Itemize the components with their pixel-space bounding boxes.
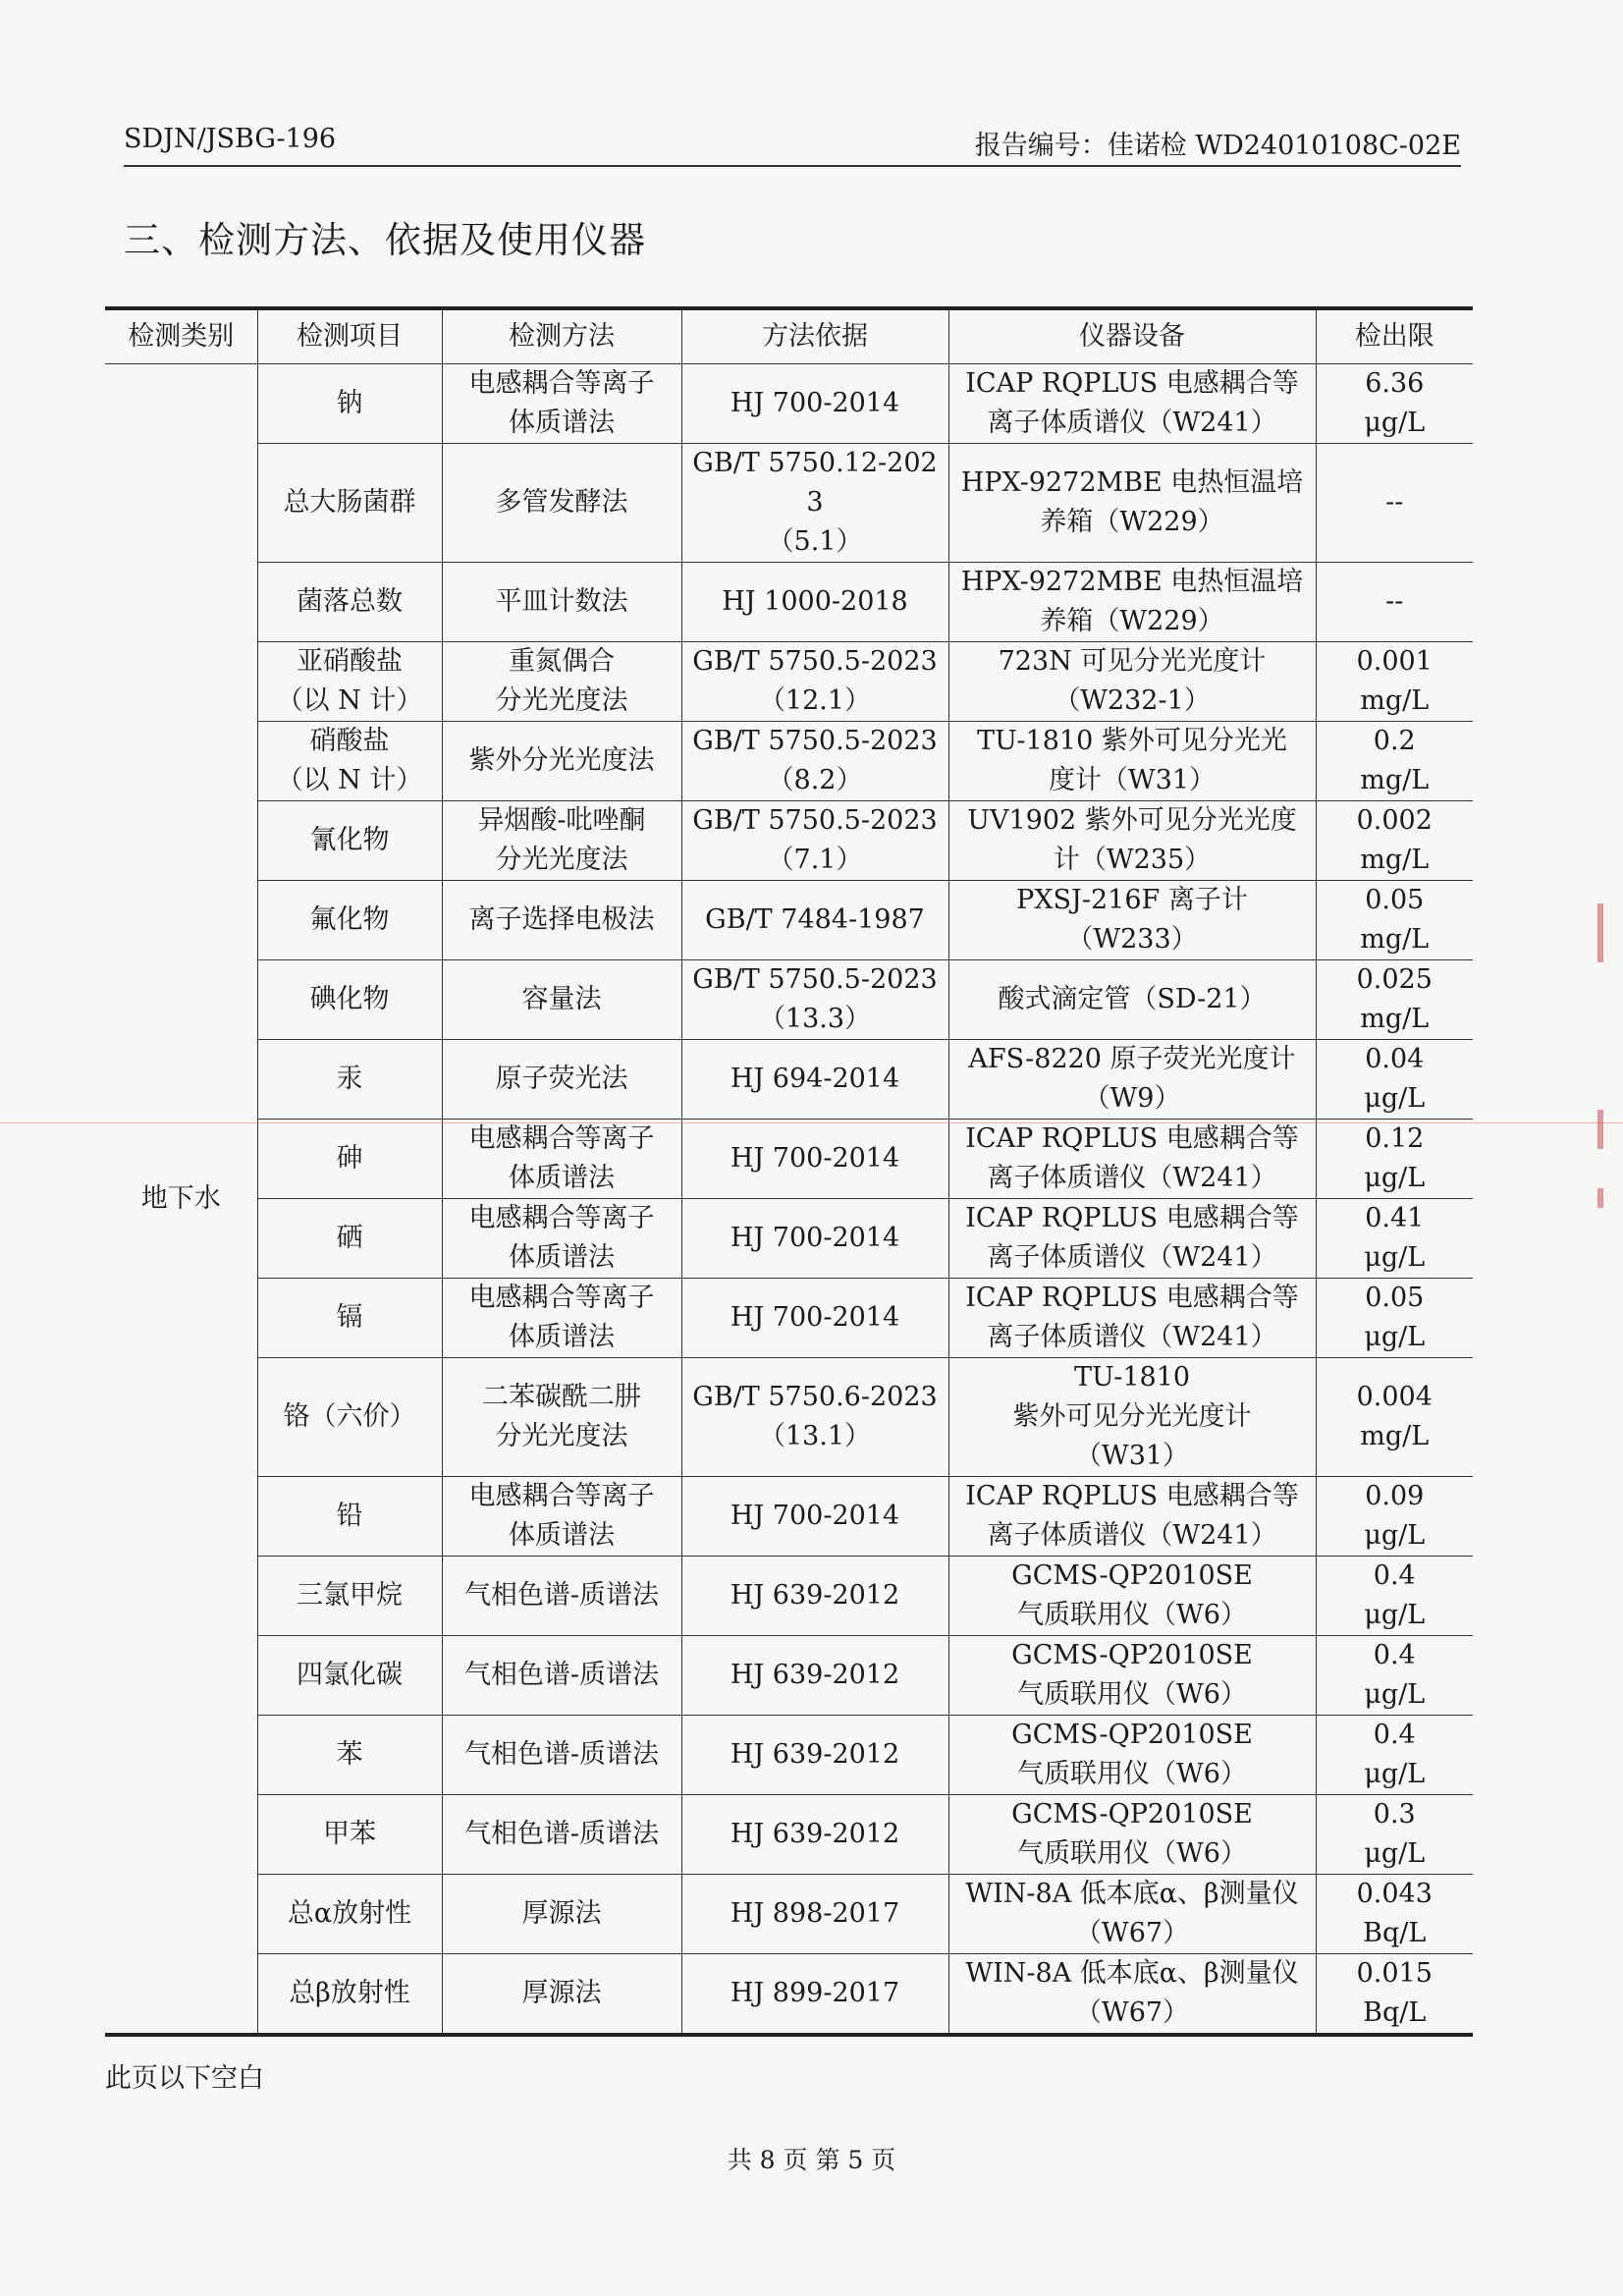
method-basis-cell — [681, 960, 948, 1040]
method-basis-text: HJ 639-2012 — [730, 1739, 900, 1770]
detection-limit-cell — [1316, 1954, 1473, 2036]
method-basis-cell — [681, 1795, 948, 1875]
instrument-text: 离子体质谱仪（W241） — [987, 1242, 1277, 1273]
instrument-cell — [948, 801, 1316, 881]
method-basis-text: （8.2） — [767, 765, 863, 795]
test-item-text: 汞 — [336, 1064, 363, 1094]
method-basis-cell — [681, 642, 948, 722]
method-basis-text: HJ 899-2017 — [730, 1978, 900, 2008]
table-row — [105, 1279, 1473, 1358]
method-basis-text: HJ 639-2012 — [730, 1580, 900, 1611]
method-basis-cell — [681, 1954, 948, 2036]
column-header-basis: 方法依据 — [681, 308, 948, 364]
table-row — [105, 642, 1473, 722]
table-row — [105, 1954, 1473, 2036]
method-basis-text: HJ 700-2014 — [730, 1223, 900, 1253]
test-item-cell — [257, 1358, 442, 1477]
test-item-cell — [257, 1040, 442, 1120]
detection-limit-text: Bq/L — [1363, 1997, 1427, 2028]
method-basis-cell — [681, 364, 948, 444]
instrument-text: GCMS-QP2010SE — [1011, 1720, 1253, 1750]
instrument-text: （W67） — [1074, 1997, 1190, 2028]
test-method-cell — [442, 1477, 681, 1557]
detection-limit-text: 0.09 — [1365, 1481, 1425, 1511]
test-method-text: 电感耦合等离子 — [468, 1481, 655, 1511]
test-method-text: 异烟酸-吡唑酮 — [477, 805, 646, 836]
method-basis-cell — [681, 1358, 948, 1477]
test-method-text: 二苯碳酰二肼 — [482, 1382, 641, 1412]
detection-limit-text: 6.36 — [1365, 368, 1425, 399]
test-item-cell — [257, 722, 442, 801]
test-method-text: 体质谱法 — [509, 1163, 615, 1193]
test-method-text: 电感耦合等离子 — [468, 1203, 655, 1233]
test-item-cell — [257, 881, 442, 960]
test-method-cell — [442, 1279, 681, 1358]
detection-limit-text: 0.004 — [1356, 1382, 1433, 1412]
detection-limit-text: mg/L — [1360, 765, 1430, 795]
method-basis-text: HJ 1000-2018 — [722, 586, 908, 617]
instrument-text: WIN-8A 低本底α、β测量仪 — [965, 1958, 1299, 1989]
test-item-text: 三氯甲烷 — [297, 1580, 403, 1611]
table-row — [105, 444, 1473, 563]
test-method-cell — [442, 801, 681, 881]
test-method-text: 体质谱法 — [509, 1242, 615, 1273]
test-method-cell — [442, 1040, 681, 1120]
test-item-cell — [257, 1636, 442, 1716]
detection-limit-text: Bq/L — [1363, 1918, 1427, 1948]
table-row — [105, 881, 1473, 960]
detection-limit-text: μg/L — [1364, 1322, 1426, 1352]
instrument-text: 紫外可见分光光度计 — [1012, 1401, 1252, 1432]
test-method-cell — [442, 1120, 681, 1199]
instrument-text: （W31） — [1074, 1441, 1190, 1471]
test-method-text: 分光光度法 — [495, 845, 628, 875]
instrument-text: PXSJ-216F 离子计 — [1016, 885, 1248, 915]
detection-limit-text: 0.002 — [1356, 805, 1433, 836]
table-row — [105, 1477, 1473, 1557]
test-item-text: （以 N 计） — [276, 685, 423, 716]
method-basis-text: （13.1） — [758, 1421, 872, 1451]
page-footer: 共 8 页 第 5 页 — [727, 2146, 896, 2174]
detection-limit-text: μg/L — [1364, 1083, 1426, 1114]
table-header-row — [105, 308, 1473, 364]
test-method-text: 电感耦合等离子 — [468, 368, 655, 399]
detection-limit-text: -- — [1385, 586, 1404, 617]
table-row — [105, 1875, 1473, 1954]
instrument-cell — [948, 364, 1316, 444]
column-header-limit: 检出限 — [1316, 308, 1473, 364]
method-basis-text: GB/T 5750.5-2023 — [692, 964, 938, 995]
test-item-cell — [257, 1477, 442, 1557]
method-basis-text: HJ 694-2014 — [730, 1064, 900, 1094]
test-method-text: 紫外分光光度法 — [468, 745, 655, 776]
method-basis-cell — [681, 1040, 948, 1120]
detection-limit-text: 0.2 — [1373, 726, 1416, 756]
instrument-cell — [948, 1358, 1316, 1477]
seal-edge-mark — [1597, 1188, 1603, 1208]
test-method-text: 分光光度法 — [495, 1421, 628, 1451]
method-basis-text: GB/T 7484-1987 — [705, 904, 925, 935]
instrument-text: HPX-9272MBE 电热恒温培 — [960, 467, 1304, 498]
instrument-text: 气质联用仪（W6） — [1017, 1679, 1247, 1710]
test-item-text: 氰化物 — [309, 825, 390, 855]
instrument-cell — [948, 1795, 1316, 1875]
test-method-text: 重氮偶合 — [509, 646, 615, 677]
instrument-text: 气质联用仪（W6） — [1017, 1600, 1247, 1630]
detection-limit-text: 0.05 — [1365, 885, 1425, 915]
table-row — [105, 960, 1473, 1040]
method-basis-text: HJ 639-2012 — [730, 1660, 900, 1690]
method-basis-cell — [681, 1199, 948, 1279]
test-item-text: 碘化物 — [309, 984, 390, 1014]
detection-limit-cell — [1316, 1795, 1473, 1875]
table-row — [105, 801, 1473, 881]
test-method-text: 气相色谱-质谱法 — [463, 1580, 660, 1611]
detection-limit-cell — [1316, 364, 1473, 444]
method-basis-text: GB/T 5750.5-2023 — [692, 726, 938, 756]
instrument-text: ICAP RQPLUS 电感耦合等 — [965, 1203, 1299, 1233]
instrument-cell — [948, 1636, 1316, 1716]
instrument-text: 养箱（W229） — [1040, 507, 1224, 537]
detection-limit-text: 0.025 — [1356, 964, 1433, 995]
test-item-cell — [257, 960, 442, 1040]
column-header-item: 检测项目 — [257, 308, 442, 364]
instrument-text: （W9） — [1083, 1083, 1181, 1114]
method-basis-cell — [681, 563, 948, 642]
method-basis-text: GB/T 5750.5-2023 — [692, 646, 938, 677]
test-item-text: 甲苯 — [323, 1819, 376, 1849]
test-item-cell — [257, 444, 442, 563]
detection-limit-cell — [1316, 1120, 1473, 1199]
detection-limit-cell — [1316, 1199, 1473, 1279]
methods-table — [105, 306, 1473, 2037]
instrument-text: TU-1810 紫外可见分光光 — [977, 726, 1287, 756]
test-method-text: 电感耦合等离子 — [468, 1123, 655, 1154]
test-item-cell — [257, 364, 442, 444]
instrument-cell — [948, 563, 1316, 642]
method-basis-cell — [681, 444, 948, 563]
test-method-text: 多管发酵法 — [495, 487, 628, 518]
method-basis-cell — [681, 1716, 948, 1795]
test-item-text: 钠 — [336, 388, 363, 418]
instrument-cell — [948, 960, 1316, 1040]
method-basis-text: （7.1） — [767, 845, 863, 875]
instrument-cell — [948, 722, 1316, 801]
detection-limit-cell — [1316, 1636, 1473, 1716]
test-item-text: （以 N 计） — [276, 765, 423, 795]
instrument-text: 养箱（W229） — [1040, 606, 1224, 636]
instrument-text: 气质联用仪（W6） — [1017, 1838, 1247, 1869]
test-item-text: 苯 — [336, 1739, 363, 1770]
instrument-text: ICAP RQPLUS 电感耦合等 — [965, 1481, 1299, 1511]
test-item-text: 总β放射性 — [289, 1978, 410, 2008]
method-basis-cell — [681, 1120, 948, 1199]
method-basis-text: GB/T 5750.5-2023 — [692, 805, 938, 836]
test-item-text: 铬（六价） — [283, 1401, 416, 1432]
detection-limit-text: 0.4 — [1373, 1640, 1416, 1670]
detection-limit-text: 0.001 — [1356, 646, 1433, 677]
instrument-text: ICAP RQPLUS 电感耦合等 — [965, 1123, 1299, 1154]
method-basis-text: HJ 700-2014 — [730, 1501, 900, 1531]
test-method-text: 气相色谱-质谱法 — [463, 1819, 660, 1849]
test-item-text: 氟化物 — [309, 904, 390, 935]
method-basis-text: HJ 700-2014 — [730, 1143, 900, 1174]
column-header-method: 检测方法 — [442, 308, 681, 364]
test-item-text: 总α放射性 — [287, 1898, 412, 1929]
test-method-cell — [442, 1716, 681, 1795]
test-item-cell — [257, 1199, 442, 1279]
detection-limit-cell — [1316, 1875, 1473, 1954]
detection-limit-cell — [1316, 1477, 1473, 1557]
instrument-text: WIN-8A 低本底α、β测量仪 — [965, 1879, 1299, 1909]
method-basis-cell — [681, 722, 948, 801]
instrument-cell — [948, 1199, 1316, 1279]
detection-limit-cell — [1316, 1358, 1473, 1477]
method-basis-text: HJ 700-2014 — [730, 388, 900, 418]
table-row — [105, 1040, 1473, 1120]
method-basis-text: （13.3） — [758, 1004, 872, 1034]
detection-limit-cell — [1316, 563, 1473, 642]
detection-limit-text: mg/L — [1360, 1421, 1430, 1451]
table-row — [105, 1716, 1473, 1795]
instrument-text: TU-1810 — [1073, 1362, 1191, 1393]
test-item-text: 亚硝酸盐 — [297, 646, 403, 677]
test-method-cell — [442, 1954, 681, 2036]
instrument-text: 度计（W31） — [1048, 765, 1217, 795]
test-method-text: 气相色谱-质谱法 — [463, 1739, 660, 1770]
test-method-cell — [442, 1199, 681, 1279]
detection-limit-text: 0.3 — [1373, 1799, 1416, 1830]
instrument-text: ICAP RQPLUS 电感耦合等 — [965, 1283, 1299, 1313]
test-method-text: 电感耦合等离子 — [468, 1283, 655, 1313]
method-basis-cell — [681, 1636, 948, 1716]
instrument-text: （W232-1） — [1054, 685, 1211, 716]
instrument-cell — [948, 1120, 1316, 1199]
instrument-text: （W233） — [1066, 924, 1198, 955]
test-method-cell — [442, 444, 681, 563]
instrument-text: UV1902 紫外可见分光光度 — [967, 805, 1297, 836]
test-item-cell — [257, 642, 442, 722]
detection-limit-text: 0.04 — [1365, 1044, 1425, 1074]
table-row — [105, 722, 1473, 801]
detection-limit-text: 0.015 — [1356, 1958, 1433, 1989]
detection-limit-cell — [1316, 801, 1473, 881]
instrument-text: 离子体质谱仪（W241） — [987, 408, 1277, 438]
test-method-text: 离子选择电极法 — [468, 904, 655, 935]
detection-limit-cell — [1316, 881, 1473, 960]
test-item-cell — [257, 563, 442, 642]
method-basis-cell — [681, 881, 948, 960]
detection-limit-text: 0.41 — [1365, 1203, 1425, 1233]
method-basis-cell — [681, 1279, 948, 1358]
test-method-cell — [442, 1875, 681, 1954]
table-body — [105, 364, 1473, 2036]
detection-limit-text: -- — [1385, 487, 1404, 518]
table-row — [105, 1358, 1473, 1477]
test-method-cell — [442, 1557, 681, 1636]
test-method-text: 厚源法 — [521, 1898, 602, 1929]
test-item-text: 硒 — [336, 1223, 363, 1253]
table-row — [105, 1795, 1473, 1875]
instrument-cell — [948, 1716, 1316, 1795]
instrument-text: 离子体质谱仪（W241） — [987, 1163, 1277, 1193]
test-method-cell — [442, 722, 681, 801]
test-method-text: 体质谱法 — [509, 408, 615, 438]
test-method-cell — [442, 1795, 681, 1875]
detection-limit-text: 0.4 — [1373, 1720, 1416, 1750]
instrument-text: HPX-9272MBE 电热恒温培 — [960, 567, 1304, 597]
detection-limit-text: μg/L — [1364, 1600, 1426, 1630]
test-method-text: 容量法 — [521, 984, 602, 1014]
test-method-text: 分光光度法 — [495, 685, 628, 716]
detection-limit-cell — [1316, 1279, 1473, 1358]
test-method-cell — [442, 1358, 681, 1477]
detection-limit-cell — [1316, 722, 1473, 801]
instrument-cell — [948, 1557, 1316, 1636]
test-item-cell — [257, 1875, 442, 1954]
detection-limit-text: mg/L — [1360, 685, 1430, 716]
test-method-text: 体质谱法 — [509, 1322, 615, 1352]
table-row — [105, 1636, 1473, 1716]
method-basis-text: GB/T 5750.12-2023 — [692, 448, 938, 518]
instrument-text: GCMS-QP2010SE — [1011, 1640, 1253, 1670]
detection-limit-text: μg/L — [1364, 408, 1426, 438]
detection-limit-text: 0.4 — [1373, 1560, 1416, 1591]
detection-limit-text: mg/L — [1360, 924, 1430, 955]
detection-limit-cell — [1316, 1716, 1473, 1795]
instrument-text: （W67） — [1074, 1918, 1190, 1948]
section-title: 三、检测方法、依据及使用仪器 — [124, 219, 646, 261]
method-basis-cell — [681, 1477, 948, 1557]
method-basis-text: （5.1） — [767, 526, 863, 557]
seal-edge-mark — [1597, 1110, 1603, 1149]
detection-limit-text: mg/L — [1360, 1004, 1430, 1034]
test-item-text: 总大肠菌群 — [283, 487, 416, 518]
instrument-text: 气质联用仪（W6） — [1017, 1759, 1247, 1789]
method-basis-text: HJ 898-2017 — [730, 1898, 900, 1929]
test-method-cell — [442, 960, 681, 1040]
instrument-cell — [948, 1477, 1316, 1557]
instrument-text: 酸式滴定管（SD-21） — [998, 984, 1267, 1014]
method-basis-cell — [681, 801, 948, 881]
method-basis-cell — [681, 1875, 948, 1954]
method-basis-text: GB/T 5750.6-2023 — [692, 1382, 938, 1412]
instrument-cell — [948, 881, 1316, 960]
instrument-cell — [948, 1279, 1316, 1358]
instrument-text: GCMS-QP2010SE — [1011, 1799, 1253, 1830]
test-item-cell — [257, 1279, 442, 1358]
detection-limit-text: μg/L — [1364, 1759, 1426, 1789]
instrument-text: AFS-8220 原子荧光光度计 — [968, 1044, 1296, 1074]
detection-limit-text: μg/L — [1364, 1520, 1426, 1551]
method-basis-cell — [681, 1557, 948, 1636]
instrument-cell — [948, 444, 1316, 563]
method-basis-text: HJ 700-2014 — [730, 1302, 900, 1333]
test-item-text: 硝酸盐 — [309, 726, 390, 756]
scan-red-line — [0, 1122, 1623, 1123]
detection-limit-cell — [1316, 444, 1473, 563]
test-method-text: 气相色谱-质谱法 — [463, 1660, 660, 1690]
table-row — [105, 563, 1473, 642]
test-category: 地下水 — [105, 364, 257, 2036]
detection-limit-text: μg/L — [1364, 1242, 1426, 1273]
instrument-text: 723N 可见分光光度计 — [998, 646, 1267, 677]
test-item-text: 铅 — [336, 1501, 363, 1531]
table-row — [105, 1199, 1473, 1279]
test-item-cell — [257, 1557, 442, 1636]
method-basis-text: （12.1） — [758, 685, 872, 716]
instrument-text: ICAP RQPLUS 电感耦合等 — [965, 368, 1299, 399]
detection-limit-text: μg/L — [1364, 1679, 1426, 1710]
instrument-text: GCMS-QP2010SE — [1011, 1560, 1253, 1591]
instrument-cell — [948, 642, 1316, 722]
test-item-text: 菌落总数 — [297, 586, 403, 617]
page-header — [124, 118, 1461, 167]
test-method-text: 平皿计数法 — [495, 586, 628, 617]
test-method-text: 原子荧光法 — [495, 1064, 628, 1094]
test-item-cell — [257, 1954, 442, 2036]
table-row — [105, 1120, 1473, 1199]
detection-limit-cell — [1316, 642, 1473, 722]
test-method-cell — [442, 364, 681, 444]
column-header-category: 检测类别 — [105, 308, 257, 364]
detection-limit-text: 0.12 — [1365, 1123, 1425, 1154]
test-item-cell — [257, 1120, 442, 1199]
instrument-cell — [948, 1040, 1316, 1120]
instrument-text: 离子体质谱仪（W241） — [987, 1520, 1277, 1551]
test-method-text: 厚源法 — [521, 1978, 602, 2008]
detection-limit-text: 0.043 — [1356, 1879, 1433, 1909]
document-code: SDJN/JSBG-196 — [124, 124, 337, 154]
column-header-instrument: 仪器设备 — [948, 308, 1316, 364]
detection-limit-cell — [1316, 1557, 1473, 1636]
report-number: 报告编号：佳诺检 WD24010108C-02E — [974, 131, 1461, 161]
test-item-text: 四氯化碳 — [297, 1660, 403, 1690]
instrument-text: 计（W235） — [1053, 845, 1212, 875]
blank-note: 此页以下空白 — [105, 2063, 264, 2094]
instrument-text: 离子体质谱仪（W241） — [987, 1322, 1277, 1352]
test-method-text: 体质谱法 — [509, 1520, 615, 1551]
test-item-text: 镉 — [336, 1302, 363, 1333]
detection-limit-cell — [1316, 960, 1473, 1040]
detection-limit-text: μg/L — [1364, 1163, 1426, 1193]
test-method-cell — [442, 563, 681, 642]
test-method-cell — [442, 881, 681, 960]
test-item-text: 砷 — [336, 1143, 363, 1174]
test-method-cell — [442, 642, 681, 722]
table-row — [105, 364, 1473, 444]
test-method-cell — [442, 1636, 681, 1716]
test-item-cell — [257, 801, 442, 881]
test-item-cell — [257, 1795, 442, 1875]
detection-limit-cell — [1316, 1040, 1473, 1120]
instrument-cell — [948, 1954, 1316, 2036]
instrument-cell — [948, 1875, 1316, 1954]
detection-limit-text: 0.05 — [1365, 1283, 1425, 1313]
detection-limit-text: mg/L — [1360, 845, 1430, 875]
table-row — [105, 1557, 1473, 1636]
method-basis-text: HJ 639-2012 — [730, 1819, 900, 1849]
detection-limit-text: μg/L — [1364, 1838, 1426, 1869]
test-item-cell — [257, 1716, 442, 1795]
seal-edge-mark — [1597, 903, 1603, 962]
